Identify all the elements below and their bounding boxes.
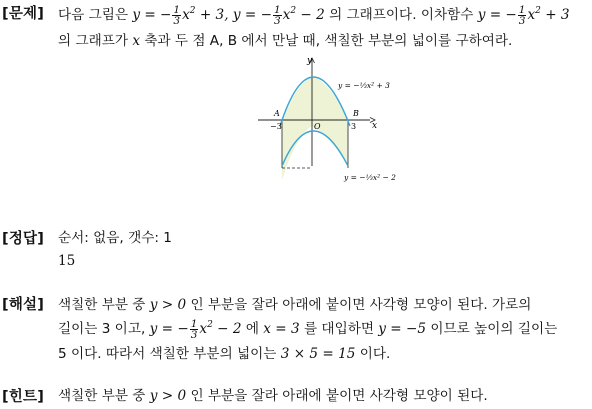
problem-text: 다음 그림은 [58, 7, 128, 23]
problem-text: 의 그래프이다. 이차함수 [329, 7, 474, 23]
x-axis-label: x [372, 121, 378, 131]
problem-line-2: 의 그래프가 x 축과 두 점 A, B 에서 만날 때, 색칠한 부분의 넓이를 구하여라. [58, 33, 513, 49]
problem-tag: [문제] [2, 6, 45, 22]
solution-line-2: 길이는 3 이고, y = − $\frac{1}{3}$ $x^2 - 2$ 에 x = 3 를 대입하면 y = −5 이므로 높이의 길이는 [58, 318, 558, 341]
answer-tag: [정답] [2, 231, 45, 247]
y-axis-label: y [307, 56, 313, 66]
solution-line-3: 5 이다. 따라서 색칠한 부분의 넓이는 3 × 5 = 15 이다. [58, 346, 391, 362]
equation-lower: y = − $\frac{1}{3}$ $x^2 - 2$ [232, 4, 325, 27]
answer-line-1: 순서: 없음, 갯수: 1 [58, 230, 172, 246]
graph-figure [252, 54, 402, 194]
point-a-label: A [274, 109, 280, 118]
answer-value: 15 [58, 253, 76, 269]
equation-upper: y = − $\frac{1}{3}$ $x^2 + 3$, [132, 4, 229, 27]
solution-line-1: 색칠한 부분 중 y > 0 인 부분을 잘라 아래에 붙이면 사각형 모양이 된다. 가로의 [58, 297, 532, 313]
shaded-region-left-top [282, 76, 312, 120]
upper-curve-label: y = −⅓x² + 3 [338, 81, 390, 90]
equation-quadratic: y = − $\frac{1}{3}$ $x^2 + 3$ [477, 4, 570, 27]
point-b-label: B [353, 109, 359, 118]
solution-tag: [해설] [2, 297, 45, 313]
hint-tag: [힌트] [2, 389, 45, 405]
equation-lower: y = − $\frac{1}{3}$ $x^2 - 2$ [149, 318, 242, 341]
left-tick-label: −3 [270, 122, 282, 131]
lower-curve-label: y = −⅓x² − 2 [344, 173, 396, 182]
hint-line-1: 색칠한 부분 중 y > 0 인 부분을 잘라 아래에 붙이면 사각형 모양이 된다. [58, 388, 488, 404]
right-tick-label: 3 [351, 122, 357, 131]
origin-label: O [314, 122, 321, 131]
problem-line-1 [58, 5, 570, 26]
shaded-region-left [282, 120, 312, 180]
